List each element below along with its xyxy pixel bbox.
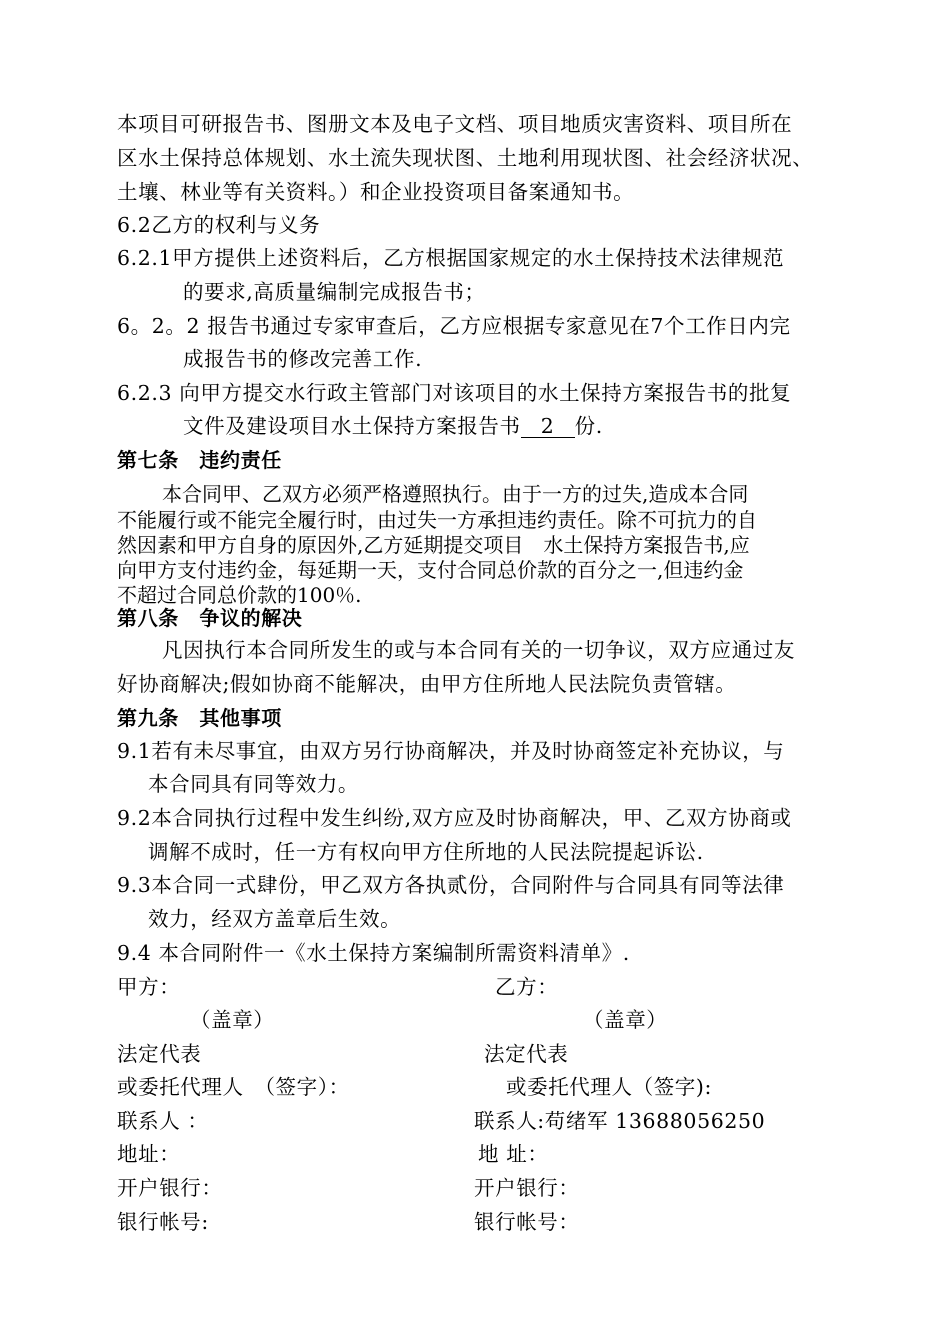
copies-count: 2 bbox=[521, 415, 575, 438]
party-a-legal-rep: 法定代表 bbox=[117, 1042, 202, 1066]
article-7-heading: 第七条 违约责任 bbox=[117, 448, 282, 472]
article-7-line-2: 不能履行或不能完全履行时，由过失一方承担违约责任。除不可抗力的自 bbox=[117, 508, 757, 532]
article-7-line-3: 然因素和甲方自身的原因外,乙方延期提交项目 水土保持方案报告书,应 bbox=[117, 533, 750, 557]
party-b-account: 银行帐号： bbox=[474, 1210, 580, 1234]
party-a-account: 银行帐号: bbox=[117, 1210, 209, 1234]
party-a-seal: （盖章） bbox=[190, 1008, 275, 1032]
clause-6-2-3-text: 文件及建设项目水土保持方案报告书 bbox=[183, 414, 521, 438]
clause-6-2-2-line-1: 6。2。2 报告书通过专家审查后，乙方应根据专家意见在7个工作日内完 bbox=[117, 314, 791, 338]
clause-6-2-3-line-1: 6.2.3 向甲方提交水行政主管部门对该项目的水土保持方案报告书的批复 bbox=[117, 381, 792, 405]
article-8-heading: 第八条 争议的解决 bbox=[117, 606, 303, 630]
article-8-line-2: 好协商解决;假如协商不能解决，由甲方住所地人民法院负责管辖。 bbox=[117, 672, 737, 696]
party-a-agent: 或委托代理人 （签字）： bbox=[117, 1075, 350, 1099]
clause-9-1-line-1: 9.1若有未尽事宜，由双方另行协商解决，并及时协商签定补充协议，与 bbox=[117, 739, 785, 763]
clause-9-1-line-2: 本合同具有同等效力。 bbox=[148, 772, 359, 796]
clause-9-3-line-2: 效力，经双方盖章后生效。 bbox=[148, 907, 402, 931]
party-b-legal-rep: 法定代表 bbox=[484, 1042, 569, 1066]
party-a-label: 甲方： bbox=[117, 975, 181, 999]
party-b-label: 乙方： bbox=[495, 975, 559, 999]
party-a-contact: 联系人 ： bbox=[117, 1109, 209, 1133]
article-7-line-5: 不超过合同总价款的100％. bbox=[117, 583, 362, 607]
party-a-bank: 开户银行： bbox=[117, 1176, 223, 1200]
clause-6-2-3-suffix: 份. bbox=[574, 414, 603, 438]
article-8-line-1: 凡因执行本合同所发生的或与本合同有关的一切争议，双方应通过友 bbox=[162, 638, 795, 662]
clause-9-2-line-1: 9.2本合同执行过程中发生纠纷,双方应及时协商解决，甲、乙双方协商或 bbox=[117, 806, 792, 830]
clause-6-2-3-line-2 bbox=[183, 413, 603, 439]
clause-9-3-line-1: 9.3本合同一式肆份，甲乙双方各执贰份，合同附件与合同具有同等法律 bbox=[117, 873, 785, 897]
clause-6-2-1-line-1: 6.2.1甲方提供上述资料后，乙方根据国家规定的水土保持技术法律规范 bbox=[117, 246, 785, 270]
article-7-line-1: 本合同甲、乙双方必须严格遵照执行。由于一方的过失,造成本合同 bbox=[162, 482, 749, 506]
section-6-2-title: 6.2乙方的权利与义务 bbox=[117, 213, 321, 237]
article-9-heading: 第九条 其他事项 bbox=[117, 706, 282, 730]
party-b-contact: 联系人:苟绪军 13688056250 bbox=[474, 1109, 766, 1133]
clause-9-4: 9.4 本合同附件一《水土保持方案编制所需资料清单》. bbox=[117, 941, 630, 965]
clause-6-2-1-line-2: 的要求,高质量编制完成报告书； bbox=[183, 280, 486, 304]
continuation-line-1: 本项目可研报告书、图册文本及电子文档、项目地质灾害资料、项目所在 bbox=[117, 112, 793, 136]
party-b-agent: 或委托代理人（签字): bbox=[506, 1075, 713, 1099]
party-b-bank: 开户银行： bbox=[474, 1176, 580, 1200]
party-b-address: 地 址： bbox=[478, 1142, 549, 1166]
article-7-line-4: 向甲方支付违约金，每延期一天，支付合同总价款的百分之一,但违约金 bbox=[117, 558, 744, 582]
clause-6-2-2-line-2: 成报告书的修改完善工作. bbox=[183, 347, 423, 371]
clause-9-2-line-2: 调解不成时，任一方有权向甲方住所地的人民法院提起诉讼. bbox=[148, 840, 704, 864]
party-b-seal: （盖章） bbox=[583, 1008, 668, 1032]
continuation-line-2: 区水土保持总体规划、水土流失现状图、土地利用现状图、社会经济状况、 bbox=[117, 146, 814, 170]
continuation-line-3: 土壤、林业等有关资料。）和企业投资项目备案通知书。 bbox=[117, 180, 635, 204]
party-a-address: 地址： bbox=[117, 1142, 181, 1166]
